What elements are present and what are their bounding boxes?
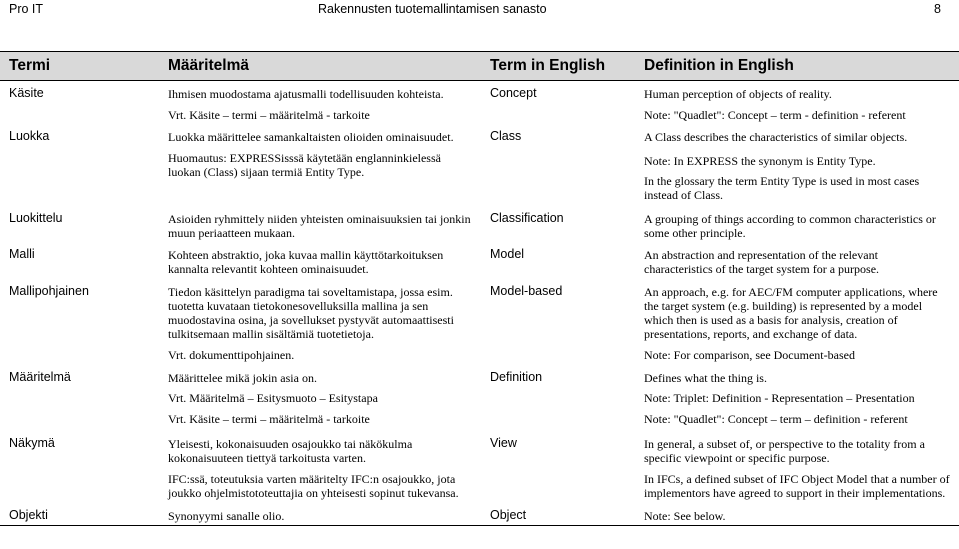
table-header xyxy=(0,51,959,81)
definition-note: Vrt. Käsite – termi – määritelmä - tarkoite xyxy=(168,412,370,426)
column-header-term-en: Term in English xyxy=(490,57,606,74)
definition-en-note: Note: "Quadlet": Concept – term - definition - referent xyxy=(644,108,906,122)
document-series: Pro IT xyxy=(9,2,44,16)
definition-text: Yleisesti, kokonaisuuden osajoukko tai näkökulma kokonaisuuteen tiettyä tarkoitusta varten. xyxy=(168,437,413,465)
definition-en-text: An abstraction and representation of the relevant characteristics of the target system for a purpose. xyxy=(644,248,880,276)
definition-en-text: A grouping of things according to common characteristics or some other principle. xyxy=(644,212,936,240)
term-en-cell: Classification xyxy=(490,211,564,225)
definition-text: Tiedon käsittelyn paradigma tai soveltamistapa, jossa esim. tuotetta kuvataan tietokonesovelluksilla mallina ja sen muodostavina osina, ja sovellukset pystyvät automaattisesti tulkitsemaan mallin sisältämiä tuotetietoja. xyxy=(168,285,454,341)
column-header-definition-en: Definition in English xyxy=(644,57,794,74)
definition-en-text: An approach, e.g. for AEC/FM computer applications, where the target system (e.g. building) is represented by a model which then is used as a basis for analysis, creation of presentations, reports, and exchange of data. xyxy=(644,285,938,341)
definition-en-text: Human perception of objects of reality. xyxy=(644,87,832,101)
term-en-cell: Model xyxy=(490,247,525,261)
definition-en-note: In IFCs, a defined subset of IFC Object Model that a number of implementors have agreed to support in their implementations. xyxy=(644,472,950,500)
term-cell: Malli xyxy=(9,247,35,261)
column-header-term: Termi xyxy=(9,57,51,74)
definition-note: Vrt. dokumenttipohjainen. xyxy=(168,348,295,362)
term-cell: Käsite xyxy=(9,86,44,100)
page-number: 8 xyxy=(934,2,941,16)
definition-en-note: Note: "Quadlet": Concept – term – definition - referent xyxy=(644,412,908,426)
definition-note: Vrt. Määritelmä – Esitysmuoto – Esitystapa xyxy=(168,391,378,405)
term-en-cell: Object xyxy=(490,508,527,522)
definition-en-text: A Class describes the characteristics of similar objects. xyxy=(644,130,908,144)
page-header xyxy=(0,0,959,20)
definition-text: Luokka määrittelee samankaltaisten olioiden ominaisuudet. xyxy=(168,130,454,144)
definition-text: Synonyymi sanalle olio. xyxy=(168,509,285,523)
definition-note: Huomautus: EXPRESSisssä käytetään englanninkielessä luokan (Class) sijaan termiä Entity Type. xyxy=(168,151,441,179)
definition-en-note: Note: Triplet: Definition - Representation – Presentation xyxy=(644,391,915,405)
term-cell: Määritelmä xyxy=(9,370,71,384)
term-en-cell: Concept xyxy=(490,86,537,100)
column-header-definition: Määritelmä xyxy=(168,57,249,74)
term-en-cell: Model-based xyxy=(490,284,563,298)
definition-en-text: Note: See below. xyxy=(644,509,726,523)
term-cell: Luokittelu xyxy=(9,211,63,225)
term-cell: Mallipohjainen xyxy=(9,284,89,298)
term-cell: Objekti xyxy=(9,508,48,522)
definition-en-note: Note: In EXPRESS the synonym is Entity Type. xyxy=(644,154,876,168)
definition-text: Kohteen abstraktio, joka kuvaa mallin käyttötarkoituksen kannalta relevantit kohteen ominaisuudet. xyxy=(168,248,444,276)
term-en-cell: View xyxy=(490,436,517,450)
definition-en-text: In general, a subset of, or perspective to the totality from a specific viewpoint or specific purpose. xyxy=(644,437,925,465)
term-cell: Luokka xyxy=(9,129,50,143)
term-cell: Näkymä xyxy=(9,436,55,450)
term-en-cell: Class xyxy=(490,129,522,143)
definition-note: IFC:ssä, toteutuksia varten määritelty IFC:n osajoukko, jota joukko ohjelmistototeuttajia on yhteisesti sopinut tukevansa. xyxy=(168,472,459,500)
definition-text: Määrittelee mikä jokin asia on. xyxy=(168,371,317,385)
term-en-cell: Definition xyxy=(490,370,543,384)
definition-en-note: In the glossary the term Entity Type is used in most cases instead of Class. xyxy=(644,174,920,202)
table-bottom-rule xyxy=(0,525,959,526)
definition-note: Vrt. Käsite – termi – määritelmä - tarkoite xyxy=(168,108,370,122)
document-title: Rakennusten tuotemallintamisen sanasto xyxy=(318,2,547,16)
definition-text: Asioiden ryhmittely niiden yhteisten ominaisuuksien tai jonkin muun periaatteen mukaan. xyxy=(168,212,471,240)
definition-text: Ihmisen muodostama ajatusmalli todellisuuden kohteista. xyxy=(168,87,444,101)
definition-en-note: Note: For comparison, see Document-based xyxy=(644,348,855,362)
definition-en-text: Defines what the thing is. xyxy=(644,371,767,385)
